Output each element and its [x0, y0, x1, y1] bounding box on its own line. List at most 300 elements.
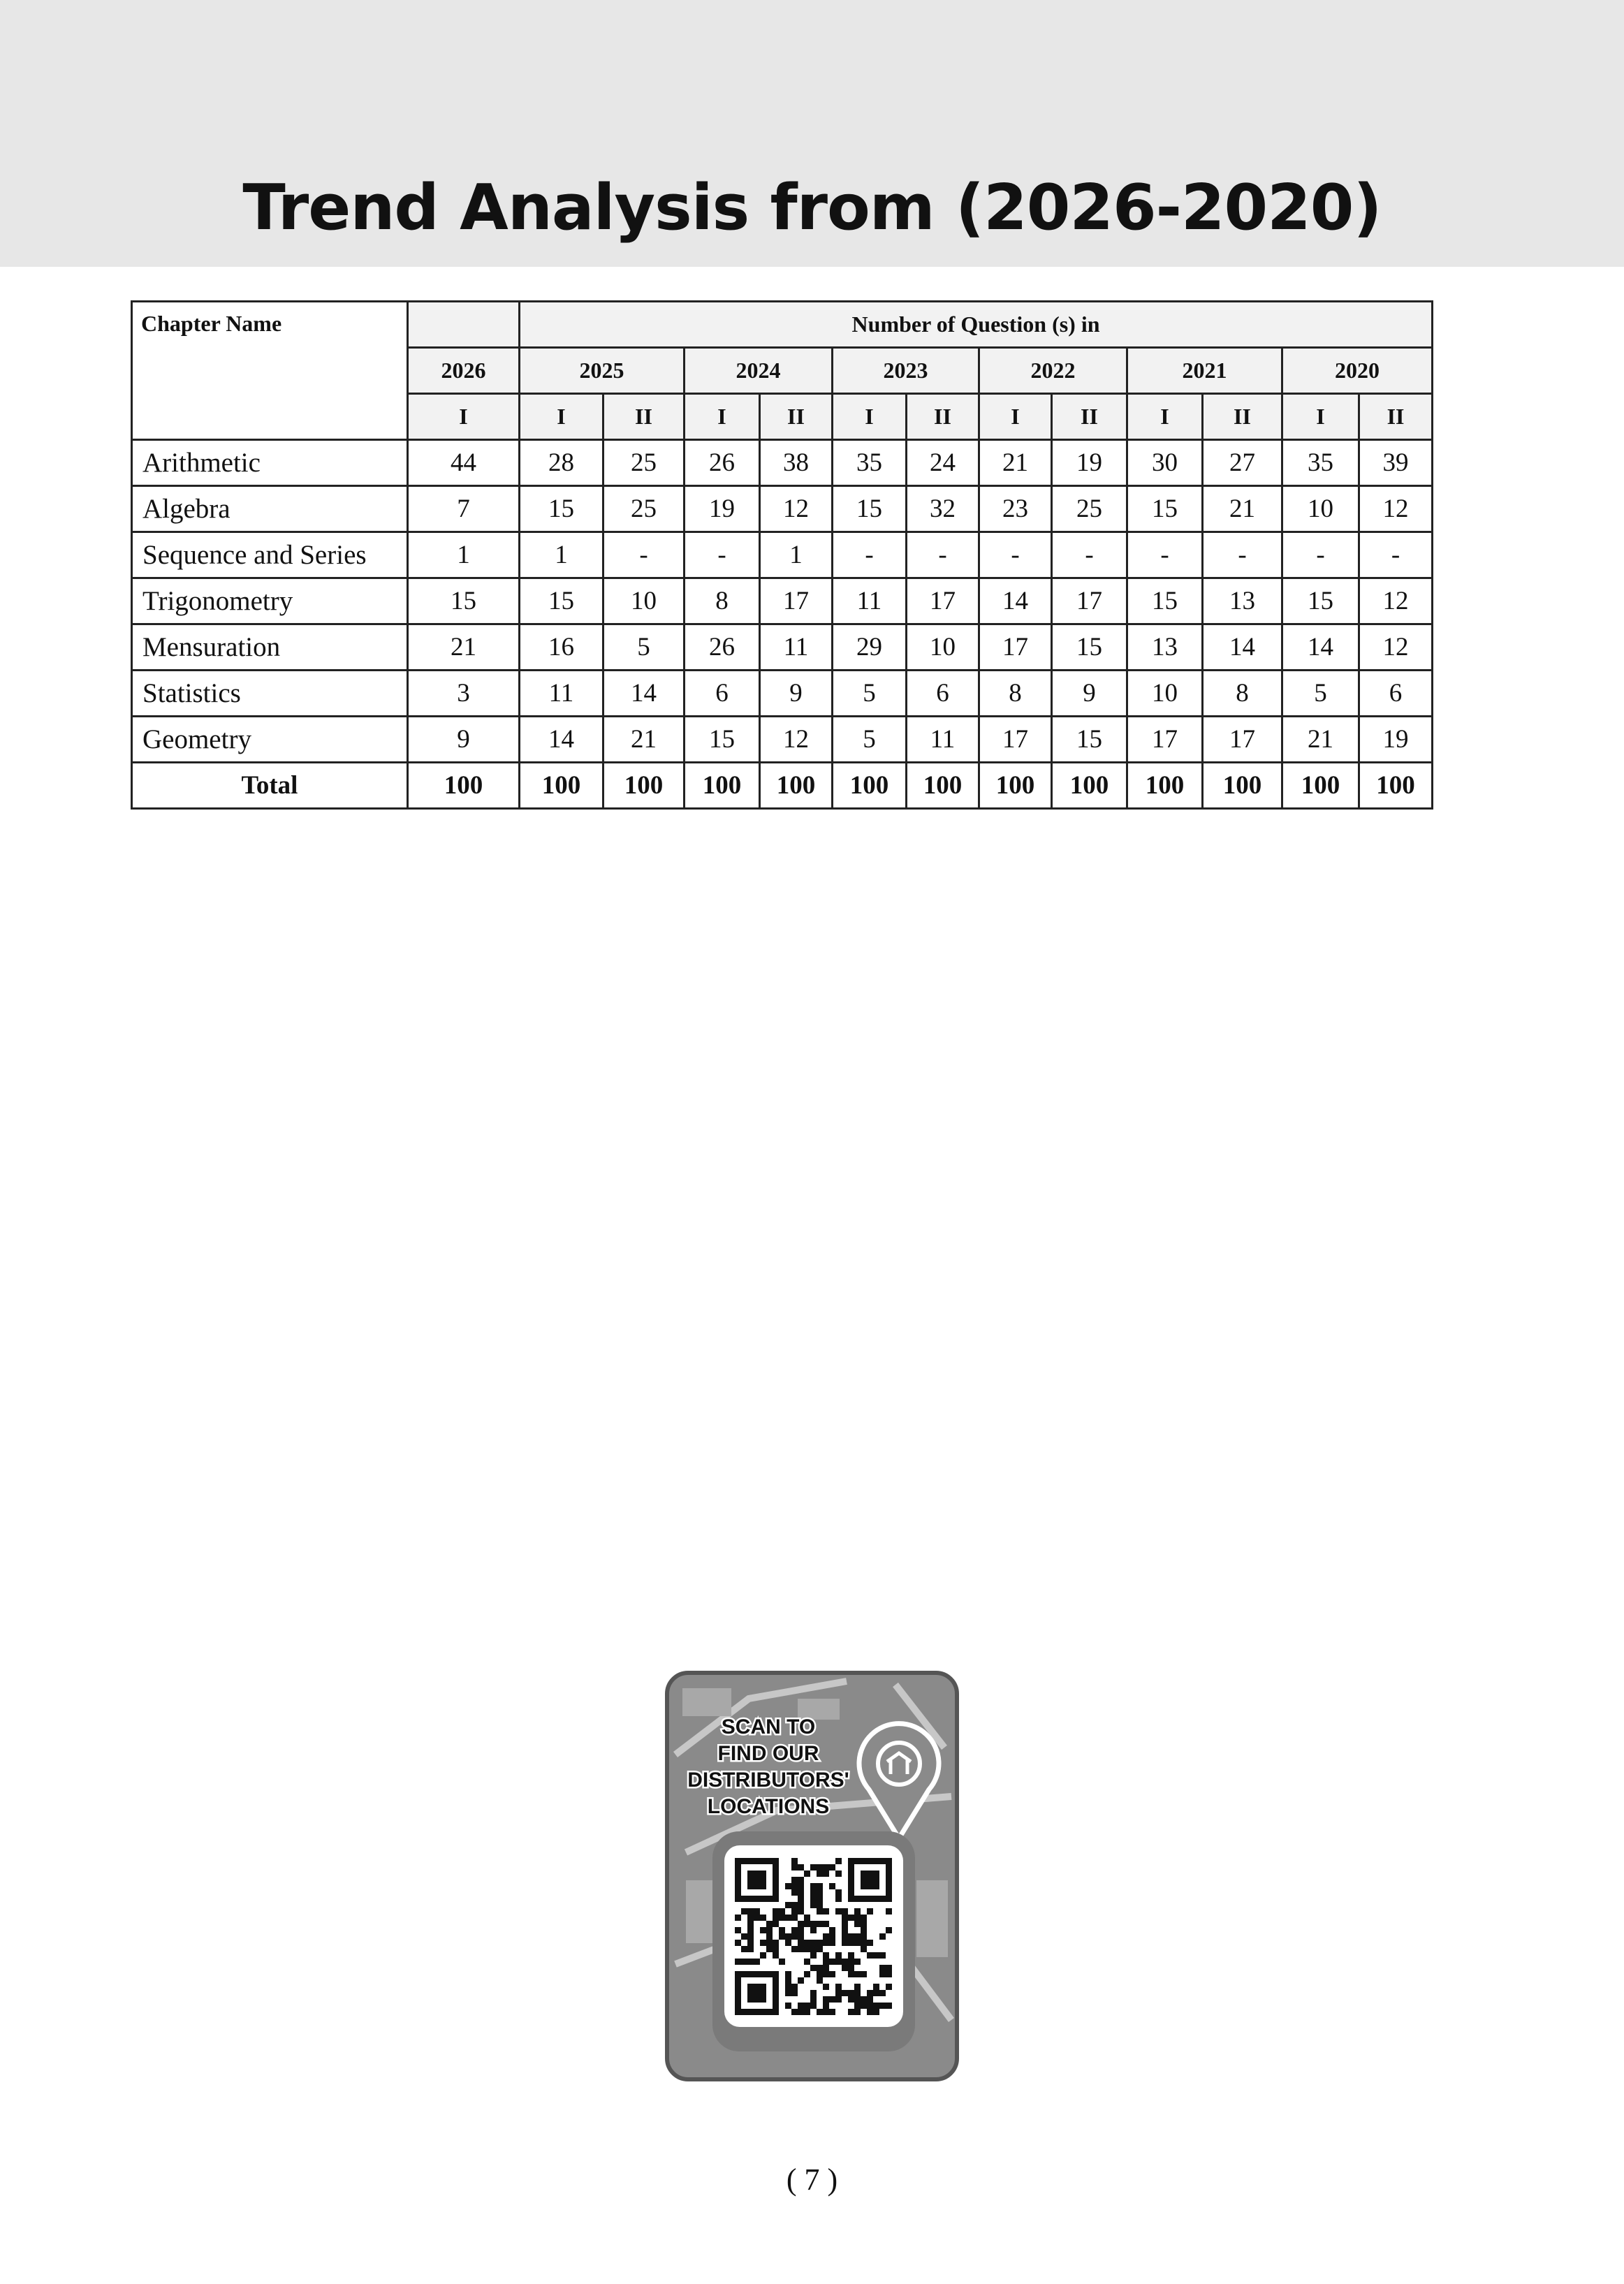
- question-count-cell: 17: [760, 578, 833, 624]
- qr-module: [835, 1996, 842, 2003]
- qr-module: [804, 1959, 810, 1965]
- qr-module: [835, 1858, 842, 1864]
- year-header: 2025: [520, 348, 685, 394]
- qr-module: [854, 1959, 861, 1965]
- qr-module: [798, 1889, 804, 1896]
- qr-module: [817, 1965, 823, 1971]
- qr-module: [785, 1984, 791, 1990]
- qr-module: [829, 1971, 835, 1977]
- qr-module: [817, 1908, 823, 1915]
- question-count-cell: 6: [685, 671, 760, 717]
- question-count-header: Number of Question (s) in: [520, 302, 1433, 348]
- question-count-cell: -: [1203, 532, 1282, 578]
- qr-module: [848, 1996, 854, 2003]
- qr-module: [798, 1927, 804, 1933]
- paper-header: II: [603, 394, 685, 440]
- qr-module: [804, 2003, 810, 2009]
- question-count-cell: 100: [907, 763, 979, 809]
- qr-module: [823, 1965, 829, 1971]
- question-count-cell: 7: [408, 486, 520, 532]
- qr-module: [798, 1908, 804, 1915]
- question-count-cell: 44: [408, 440, 520, 486]
- qr-module: [760, 1927, 766, 1933]
- question-count-cell: 11: [520, 671, 603, 717]
- paper-header: II: [1203, 394, 1282, 440]
- qr-module: [791, 1883, 798, 1889]
- blank-header-cell: [408, 302, 520, 348]
- qr-module: [842, 1933, 848, 1940]
- qr-module: [747, 1927, 754, 1933]
- qr-module: [848, 1959, 854, 1965]
- qr-module: [823, 1864, 829, 1871]
- question-count-cell: 19: [1359, 717, 1433, 763]
- question-count-cell: 27: [1203, 440, 1282, 486]
- qr-module: [785, 1971, 791, 1977]
- question-count-cell: -: [603, 532, 685, 578]
- qr-module: [886, 2003, 892, 2009]
- qr-module: [835, 1908, 842, 1915]
- qr-module: [810, 2003, 817, 2009]
- question-count-cell: 26: [685, 440, 760, 486]
- qr-module: [861, 1915, 867, 1921]
- qr-module: [804, 1940, 810, 1946]
- qr-module: [848, 1915, 854, 1921]
- question-count-cell: 25: [603, 486, 685, 532]
- qr-module: [804, 1871, 810, 1877]
- question-count-cell: 25: [1052, 486, 1127, 532]
- qr-module: [835, 1896, 842, 1902]
- qr-module: [823, 1952, 829, 1959]
- qr-module: [823, 1984, 829, 1990]
- table-row: [132, 671, 1433, 717]
- question-count-cell: -: [685, 532, 760, 578]
- qr-module: [747, 1933, 754, 1940]
- qr-module: [823, 2003, 829, 2009]
- question-count-cell: 5: [603, 624, 685, 671]
- qr-module: [766, 1940, 773, 1946]
- qr-module: [823, 1921, 829, 1927]
- question-count-cell: 100: [603, 763, 685, 809]
- paper-header: I: [1282, 394, 1359, 440]
- qr-module: [873, 1952, 879, 1959]
- chapter-name-cell: Algebra: [132, 486, 408, 532]
- qr-module: [791, 1933, 798, 1940]
- question-count-cell: 12: [1359, 624, 1433, 671]
- qr-module: [773, 1908, 779, 1915]
- question-count-cell: 8: [979, 671, 1052, 717]
- question-count-cell: 24: [907, 440, 979, 486]
- qr-module: [754, 1959, 760, 1965]
- qr-module: [779, 1933, 785, 1940]
- caption-line: DISTRIBUTORS': [687, 1769, 849, 1792]
- qr-module: [848, 1952, 854, 1959]
- question-count-cell: 100: [685, 763, 760, 809]
- question-count-cell: 32: [907, 486, 979, 532]
- qr-module: [886, 1927, 892, 1933]
- qr-module: [854, 1971, 861, 1977]
- qr-module: [867, 1908, 873, 1915]
- qr-module: [854, 1940, 861, 1946]
- qr-module: [823, 1940, 829, 1946]
- qr-module: [741, 1946, 747, 1952]
- qr-module: [735, 1915, 741, 1921]
- qr-module: [735, 1927, 741, 1933]
- paper-header: I: [1127, 394, 1203, 440]
- table-row: [132, 532, 1433, 578]
- qr-module: [747, 1940, 754, 1946]
- qr-module: [791, 1908, 798, 1915]
- question-count-cell: 15: [1127, 486, 1203, 532]
- question-count-cell: 19: [1052, 440, 1127, 486]
- question-count-cell: 12: [1359, 578, 1433, 624]
- question-count-cell: 14: [1203, 624, 1282, 671]
- question-count-cell: 100: [1127, 763, 1203, 809]
- qr-module: [854, 1990, 861, 1996]
- question-count-cell: 1: [408, 532, 520, 578]
- qr-module: [854, 1908, 861, 1915]
- qr-module: [735, 1940, 741, 1946]
- qr-module: [785, 2003, 791, 2009]
- total-row: [132, 763, 1433, 809]
- question-count-cell: 10: [907, 624, 979, 671]
- paper-header: II: [760, 394, 833, 440]
- qr-module: [817, 1902, 823, 1908]
- qr-module: [791, 1990, 798, 1996]
- table-row: [132, 486, 1433, 532]
- qr-module: [785, 1902, 791, 1908]
- question-count-cell: 17: [1203, 717, 1282, 763]
- chapter-name-cell: Sequence and Series: [132, 532, 408, 578]
- question-count-cell: 1: [520, 532, 603, 578]
- question-count-cell: 38: [760, 440, 833, 486]
- question-count-cell: -: [1127, 532, 1203, 578]
- qr-module: [804, 1915, 810, 1921]
- qr-module: [773, 1921, 779, 1927]
- qr-module: [760, 1952, 766, 1959]
- qr-module: [867, 2003, 873, 2009]
- qr-module: [747, 1908, 754, 1915]
- qr-module: [754, 1915, 760, 1921]
- question-count-cell: 15: [685, 717, 760, 763]
- qr-module: [835, 1871, 842, 1877]
- qr-module: [879, 2003, 886, 2009]
- qr-module: [785, 1915, 791, 1921]
- qr-module: [861, 1940, 867, 1946]
- qr-module: [741, 1959, 747, 1965]
- question-count-cell: 100: [1052, 763, 1127, 809]
- question-count-cell: 21: [1282, 717, 1359, 763]
- qr-module: [886, 1908, 892, 1915]
- qr-module: [829, 1996, 835, 2003]
- paper-header: I: [685, 394, 760, 440]
- paper-header: II: [1052, 394, 1127, 440]
- qr-module: [854, 1915, 861, 1921]
- qr-module: [867, 2009, 873, 2015]
- question-count-cell: 15: [1052, 624, 1127, 671]
- qr-module: [867, 1940, 873, 1946]
- table-row: [132, 717, 1433, 763]
- qr-module: [810, 1902, 817, 1908]
- question-count-cell: 15: [1052, 717, 1127, 763]
- qr-module: [798, 1921, 804, 1927]
- qr-module: [810, 1952, 817, 1959]
- question-count-cell: 100: [1359, 763, 1433, 809]
- qr-module: [779, 1908, 785, 1915]
- qr-module: [873, 2003, 879, 2009]
- question-count-cell: 12: [760, 486, 833, 532]
- qr-module: [879, 1952, 886, 1959]
- qr-module: [791, 1889, 798, 1896]
- question-count-cell: 9: [408, 717, 520, 763]
- qr-module: [848, 1933, 854, 1940]
- qr-module: [810, 1883, 817, 1889]
- question-count-cell: 10: [1282, 486, 1359, 532]
- question-count-cell: 14: [520, 717, 603, 763]
- qr-module: [785, 1940, 791, 1946]
- qr-finder-pattern: [747, 1871, 766, 1889]
- page-title: Trend Analysis from (2026-2020): [242, 171, 1382, 244]
- qr-module: [798, 1883, 804, 1889]
- qr-module: [754, 1908, 760, 1915]
- distributor-qr-card[interactable]: [665, 1671, 959, 2081]
- qr-module: [773, 1940, 779, 1946]
- chapter-name-cell: Geometry: [132, 717, 408, 763]
- qr-module: [810, 1965, 817, 1971]
- question-count-cell: -: [1359, 532, 1433, 578]
- qr-module: [766, 1921, 773, 1927]
- qr-module: [779, 1915, 785, 1921]
- qr-module: [791, 1864, 798, 1871]
- qr-module: [798, 1946, 804, 1952]
- qr-module: [835, 1990, 842, 1996]
- qr-finder-pattern: [861, 1871, 879, 1889]
- question-count-cell: 17: [979, 717, 1052, 763]
- qr-module: [798, 1902, 804, 1908]
- qr-module: [779, 1927, 785, 1933]
- qr-module: [842, 1959, 848, 1965]
- qr-module: [791, 1915, 798, 1921]
- caption-line: FIND OUR: [717, 1742, 819, 1765]
- qr-module: [829, 1940, 835, 1946]
- qr-module: [886, 1965, 892, 1971]
- qr-module: [766, 1927, 773, 1933]
- question-count-cell: -: [833, 532, 907, 578]
- qr-module: [848, 1990, 854, 1996]
- question-count-cell: 15: [1127, 578, 1203, 624]
- qr-module: [886, 1984, 892, 1990]
- qr-module: [867, 1996, 873, 2003]
- paper-header: I: [408, 394, 520, 440]
- question-count-cell: -: [1052, 532, 1127, 578]
- qr-module: [810, 1996, 817, 2003]
- year-header: 2020: [1282, 348, 1433, 394]
- question-count-cell: 13: [1203, 578, 1282, 624]
- qr-module: [810, 1889, 817, 1896]
- question-count-cell: 100: [1203, 763, 1282, 809]
- qr-module: [817, 1971, 823, 1977]
- qr-module: [791, 1858, 798, 1864]
- qr-module: [791, 1946, 798, 1952]
- question-count-cell: -: [1282, 532, 1359, 578]
- question-count-cell: 17: [907, 578, 979, 624]
- qr-module: [785, 1977, 791, 1984]
- chapter-name-cell: Mensuration: [132, 624, 408, 671]
- qr-module: [817, 1871, 823, 1877]
- qr-module: [848, 1971, 854, 1977]
- question-count-cell: 9: [1052, 671, 1127, 717]
- question-count-cell: 39: [1359, 440, 1433, 486]
- qr-module: [766, 1946, 773, 1952]
- qr-module: [842, 1940, 848, 1946]
- qr-module: [879, 1971, 886, 1977]
- question-count-cell: -: [907, 532, 979, 578]
- qr-module: [867, 1952, 873, 1959]
- question-count-cell: 14: [603, 671, 685, 717]
- qr-module: [829, 1927, 835, 1933]
- question-count-cell: 15: [520, 578, 603, 624]
- question-count-cell: 30: [1127, 440, 1203, 486]
- qr-module: [735, 1959, 741, 1965]
- question-count-cell: 12: [1359, 486, 1433, 532]
- qr-module: [842, 1965, 848, 1971]
- qr-module: [785, 1990, 791, 1996]
- qr-module: [848, 1940, 854, 1946]
- question-count-cell: 14: [979, 578, 1052, 624]
- question-count-cell: 23: [979, 486, 1052, 532]
- qr-module: [766, 1933, 773, 1940]
- paper-header: II: [1359, 394, 1433, 440]
- qr-module: [842, 1915, 848, 1921]
- qr-module: [861, 2003, 867, 2009]
- qr-module: [854, 1996, 861, 2003]
- question-count-cell: 6: [1359, 671, 1433, 717]
- qr-module: [879, 1933, 886, 1940]
- question-count-cell: 1: [760, 532, 833, 578]
- question-count-cell: 100: [1282, 763, 1359, 809]
- question-count-cell: 11: [760, 624, 833, 671]
- year-header: 2026: [408, 348, 520, 394]
- question-count-cell: 19: [685, 486, 760, 532]
- qr-module: [804, 1946, 810, 1952]
- qr-module: [854, 2009, 861, 2015]
- qr-module: [747, 1921, 754, 1927]
- qr-module: [810, 1946, 817, 1952]
- qr-module: [773, 1946, 779, 1952]
- qr-module: [829, 1959, 835, 1965]
- qr-module: [817, 1940, 823, 1946]
- qr-module: [829, 1864, 835, 1871]
- question-count-cell: 100: [520, 763, 603, 809]
- qr-module: [741, 1908, 747, 1915]
- qr-module: [861, 1996, 867, 2003]
- question-count-cell: 21: [979, 440, 1052, 486]
- qr-module: [823, 1996, 829, 2003]
- qr-module: [798, 1940, 804, 1946]
- question-count-cell: 8: [1203, 671, 1282, 717]
- qr-module: [873, 1990, 879, 1996]
- qr-module: [760, 1915, 766, 1921]
- qr-module: [861, 1927, 867, 1933]
- qr-module: [773, 1915, 779, 1921]
- question-count-cell: 16: [520, 624, 603, 671]
- qr-module: [873, 1984, 879, 1990]
- qr-module: [879, 1990, 886, 1996]
- caption-line: LOCATIONS: [707, 1795, 830, 1818]
- qr-module: [817, 1977, 823, 1984]
- question-count-cell: 13: [1127, 624, 1203, 671]
- question-count-cell: 100: [760, 763, 833, 809]
- question-count-cell: 5: [833, 671, 907, 717]
- qr-module: [817, 1889, 823, 1896]
- qr-module: [798, 1877, 804, 1883]
- qr-module: [861, 1971, 867, 1977]
- qr-module: [823, 1959, 829, 1965]
- question-count-cell: 17: [979, 624, 1052, 671]
- qr-module: [848, 2009, 854, 2015]
- qr-module: [798, 1896, 804, 1902]
- question-count-cell: 15: [833, 486, 907, 532]
- question-count-cell: 14: [1282, 624, 1359, 671]
- question-count-cell: 8: [685, 578, 760, 624]
- qr-module: [817, 1896, 823, 1902]
- qr-module: [817, 1921, 823, 1927]
- question-count-cell: 17: [1127, 717, 1203, 763]
- qr-module: [861, 1946, 867, 1952]
- qr-module: [760, 1940, 766, 1946]
- qr-module: [823, 1908, 829, 1915]
- year-header: 2023: [833, 348, 979, 394]
- qr-module: [798, 1864, 804, 1871]
- qr-module: [810, 1896, 817, 1902]
- trend-table: [131, 300, 1433, 810]
- question-count-cell: 35: [1282, 440, 1359, 486]
- qr-module: [785, 1883, 791, 1889]
- qr-module: [791, 1902, 798, 1908]
- chapter-name-header: Chapter Name: [132, 302, 408, 440]
- qr-module: [779, 1959, 785, 1965]
- qr-module: [823, 1933, 829, 1940]
- qr-module: [835, 1959, 842, 1965]
- qr-module: [804, 1921, 810, 1927]
- question-count-cell: 15: [1282, 578, 1359, 624]
- qr-module: [785, 1933, 791, 1940]
- qr-module: [854, 2003, 861, 2009]
- qr-module: [791, 1877, 798, 1883]
- question-count-cell: 21: [603, 717, 685, 763]
- question-count-cell: -: [979, 532, 1052, 578]
- qr-module: [873, 2009, 879, 2015]
- question-count-cell: 29: [833, 624, 907, 671]
- question-count-cell: 100: [833, 763, 907, 809]
- question-count-cell: 100: [408, 763, 520, 809]
- qr-module: [835, 1952, 842, 1959]
- qr-module: [854, 1933, 861, 1940]
- qr-module: [747, 1946, 754, 1952]
- qr-module: [829, 2009, 835, 2015]
- question-count-cell: 100: [979, 763, 1052, 809]
- question-count-cell: 12: [760, 717, 833, 763]
- year-header: 2021: [1127, 348, 1282, 394]
- qr-module: [861, 1921, 867, 1927]
- qr-module: [823, 1971, 829, 1977]
- qr-module: [867, 1990, 873, 1996]
- qr-module: [747, 1915, 754, 1921]
- question-count-cell: 10: [603, 578, 685, 624]
- table-row: [132, 624, 1433, 671]
- qr-finder-pattern: [747, 1984, 766, 2003]
- qr-module: [842, 1927, 848, 1933]
- question-count-cell: 17: [1052, 578, 1127, 624]
